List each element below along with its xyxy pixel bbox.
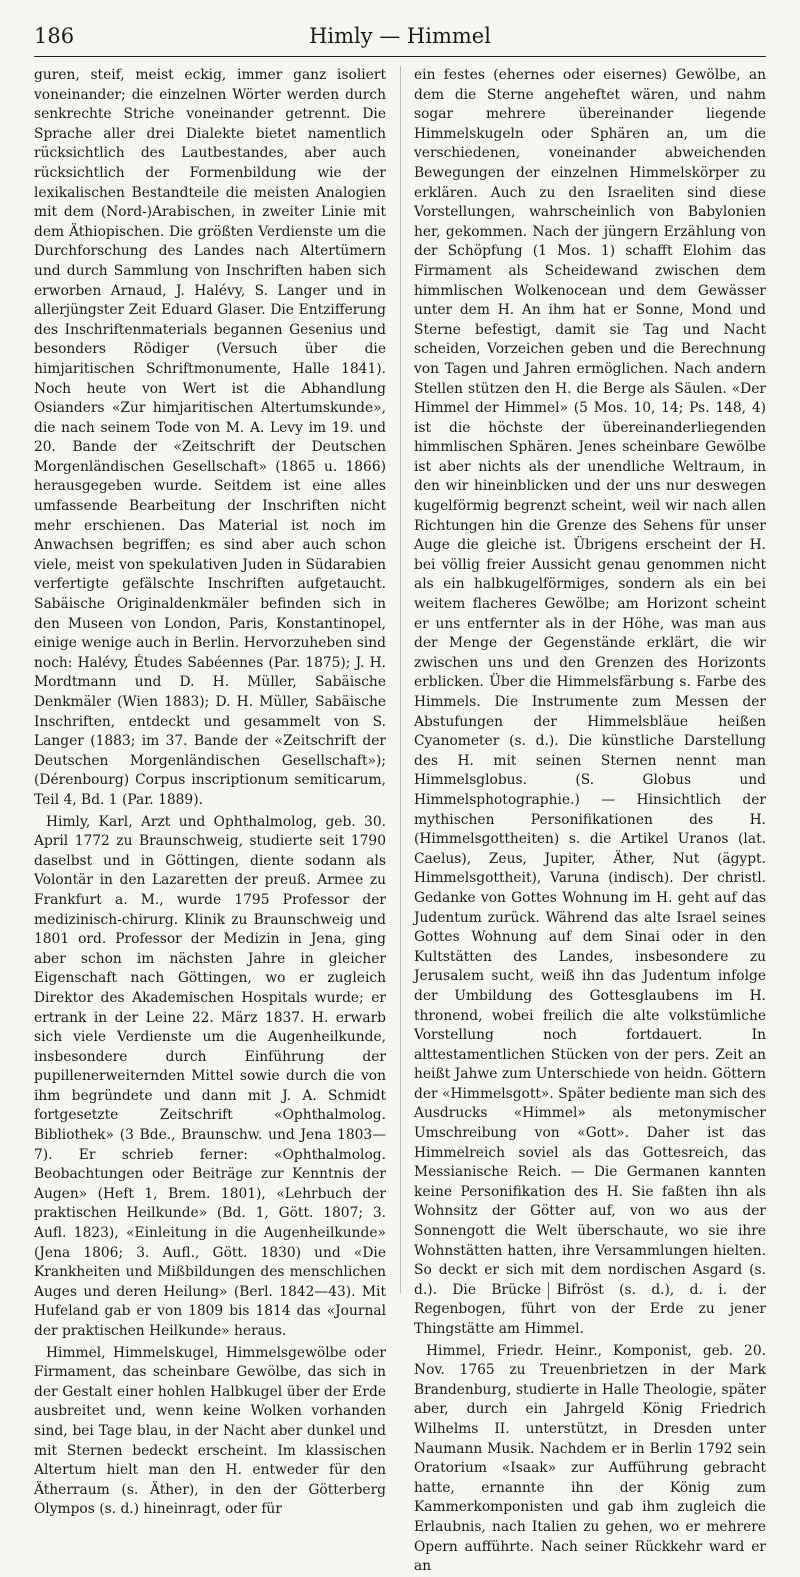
column-divider <box>400 66 401 1293</box>
bottom-margin-mark <box>548 1282 549 1300</box>
entry-himmel-friedrich: Himmel, Friedr. Heinr., Komponist, geb. 20. Nov. 1765 zu Treuenbrietzen in der Mark Brandenburg, studierte in Halle Theologie, später aber, durch ein Jahrgeld König Friedrich Wilhelms II. unterstützt, in Dresden unter Naumann Musik. Nachdem er in Berlin 1792 sein Oratorium «Isaak» zur Aufführung gebracht hatte, ernannte ihn der König zum Kammerkomponisten und gab ihm zugleich die Erlaubnis, nach Italien zu gehen, wo er mehrere Opern aufführte. Nach seiner Rückkehr ward er an <box>414 1342 766 1575</box>
entry-himmel-continued: ein festes (ehernes oder eisernes) Gewölbe, an dem die Sterne angeheftet wären, und nahm sogar mehrere übereinander liegende Himmelskugeln oder Sphären an, um die verschiedenen, voneinander abweichenden Bewegungen der einzelnen Himmelskörper zu erklären. Auch zu den Israeliten sind diese Vorstellungen, wahrscheinlich von Babylonien her, gekommen. Nach der jüngern Erzählung von der Schöpfung (1 Mos. 1) schafft Elohim das Firmament als Scheidewand zwischen dem himmlischen Wolkenocean und dem Gewässer unter dem H. An ihm hat er Sonne, Mond und Sterne befestigt, damit sie Tag und Nacht scheiden, Vorzeichen geben und die Berechnung von Tagen und Jahren ermöglichen. Nach andern Stellen stützen den H. die Berge als Säulen. «Der Himmel der Himmel» (5 Mos. 10, 14; Ps. 148, 4) ist die höchste der übereinanderliegenden himmlischen Sphären. Jenes scheinbare Gewölbe ist aber nichts als der unendliche Weltraum, in den wir hineinblicken und der uns nur deswegen kugelförmig begrenzt scheint, weil wir nach allen Richtungen hin die Grenze des Sehens für unser Auge die gleiche ist. Übrigens erscheint der H. bei völlig freier Aussicht genau genommen nicht als ein halbkugelförmiges, sondern als ein bei weitem flacheres Gewölbe; am Horizont scheint er uns entfernter als in der Höhe, was man aus der Menge der Gegenstände erklärt, die wir zwischen uns und den Grenzen des Horizonts erblicken. Über die Himmelsfärbung s. Farbe des Himmels. Die Instrumente zum Messen der Abstufungen der Himmelsbläue heißen Cyanometer (s. d.). Die künstliche Darstellung des H. mit seinen Sternen nennt man Himmelsglobus. (S. Globus und Himmelsphotographie.) — Hinsichtlich der mythischen Personifikationen des H. (Himmelsgottheiten) s. die Artikel Uranos (lat. Caelus), Zeus, Jupiter, Äther, Nut (ägypt. Himmelsgottheit), Varuna (indisch). Der christl. Gedanke von Gottes Wohnung im H. geht auf das Judentum zurück. Während das alte Israel seines Gottes Wohnung auf dem Sinai oder in den Kultstätten des Landes, insbesondere zu Jerusalem sucht, weiß ihn das Judentum infolge der Umbildung des Gottesglaubens im H. thronend, wobei freilich die alte volkstümliche Vorstellung noch fortdauert. In alttestamentlichen Stücken von der pers. Zeit an heißt Jahwe zum Unterschiede von heidn. Göttern der «Himmelsgott». Später bediente man sich des Ausdrucks «Himmel» als metonymischer Umschreibung von «Gott». Daher ist das Himmelreich soviel als das Gottesreich, das Messianische Reich. — Die Germanen kannten keine Personifikation des H. Sie faßten ihn als Wohnsitz der Götter auf, von wo aus der Sonnengott die Welt überschaute, wo sie ihre Wohnstätten hatten, ihre Versammlungen hielten. So deckt er sich mit dem nordischen Asgard (s. d.). Die Brücke Bifröst (s. d.), d. i. der Regenbogen, führt von der Erde zu jener Thingstätte am Himmel. <box>414 67 766 1337</box>
running-head: Himly — Himmel <box>309 24 491 48</box>
entry-himmel: Himmel, Himmelskugel, Himmelsgewölbe oder Firmament, das scheinbare Gewölbe, das sich in der Gestalt einer hohlen Halbkugel über der Erde ausbreitet und, wenn keine Wolken vorhanden sind, bei Tage blau, in der Nacht aber dunkel und mit Sternen bedeckt erscheint. Im klassischen Altertum hielt man den H. entweder für den Ätherraum (s. Äther), in den der Götterberg Olympos (s. d.) hineinragt, oder für <box>34 1344 386 1518</box>
right-column <box>414 66 766 1577</box>
entry-himjaritisch-continued: guren, steif, meist eckig, immer ganz isoliert voneinander; die einzelnen Wörter werden durch senkrechte Striche voneinander getrennt. Die Sprache aller drei Dialekte bietet namentlich rücksichtlich des Lautbestandes, aber auch rücksichtlich der Formenbildung wie der lexikalischen Bestandteile die meisten Analogien mit dem (Nord-)Arabischen, in zweiter Linie mit dem Äthiopischen. Die größten Verdienste um die Durchforschung des Landes nach Altertümern und durch Sammlung von Inschriften haben sich erworben Arnaud, J. Halévy, S. Langer und in allerjüngster Zeit Eduard Glaser. Die Entzifferung des Inschriftenmaterials begannen Gesenius und besonders Rödiger (Versuch über die himjaritischen Schriftmonumente, Halle 1841). Noch heute von Wert ist die Abhandlung Osianders «Zur himjaritischen Altertumskunde», die nach seinem Tode von M. A. Levy im 19. und 20. Bande der «Zeitschrift der Deutschen Morgenländischen Gesellschaft» (1865 u. 1866) herausgegeben wurde. Seitdem ist eine alles umfassende Bearbeitung der Inschriften nicht mehr erschienen. Das Material ist noch im Anwachsen begriffen; es sind aber auch schon viele, meist von spekulativen Juden in Südarabien verfertigte gefälschte Inschriften aufgetaucht. Sabäische Originaldenkmäler befinden sich in den Museen von London, Paris, Konstantinopel, einige wenige auch in Berlin. Hervorzuheben sind noch: Halévy, Études Sabéennes (Par. 1875); J. H. Mordtmann und D. H. Müller, Sabäische Denkmäler (Wien 1883); D. H. Müller, Sabäische Inschriften, entdeckt und gesammelt von S. Langer (1883; im 37. Bande der «Zeitschrift der Deutschen Morgenländischen Gesellschaft»); (Dérenbourg) Corpus inscriptionum semiticarum, Teil 4, Bd. 1 (Par. 1889). <box>34 67 386 808</box>
left-column <box>34 66 386 1577</box>
entry-himly: Himly, Karl, Arzt und Ophthalmolog, geb. 30. April 1772 zu Braunschweig, studierte seit 1790 daselbst und in Göttingen, diente sodann als Volontär in den Lazaretten der preuß. Armee zu Frankfurt a. M., wurde 1795 Professor der medizinisch-chirurg. Klinik zu Braunschweig und 1801 ord. Professor der Medizin in Jena, ging aber schon im nächsten Jahre in gleicher Eigenschaft nach Göttingen, wo er zugleich Direktor des Akademischen Hospitals wurde; er ertrank in der Leine 22. März 1837. H. erwarb sich viele Verdienste um die Augenheilkunde, insbesondere durch Einführung der pupillenerweiternden Mittel sowie durch die von ihm begründete und dann mit J. A. Schmidt fortgesetzte Zeitschrift «Ophthalmolog. Bibliothek» (3 Bde., Braunschw. und Jena 1803—7). Er schrieb ferner: «Ophthalmolog. Beobachtungen oder Beiträge zur Kenntnis der Augen» (Heft 1, Brem. 1801), «Lehrbuch der praktischen Heilkunde» (Bd. 1, Gött. 1807; 3. Aufl. 1823), «Einleitung in die Augenheilkunde» (Jena 1806; 3. Aufl., Gött. 1830) und «Die Krankheiten und Mißbildungen des menschlichen Auges und deren Heilung» (Berl. 1842—43). Mit Hufeland gab er von 1809 bis 1814 das «Journal der praktischen Heilkunde» heraus. <box>34 813 386 1339</box>
page-number: 186 <box>34 24 75 48</box>
page-header <box>34 22 766 57</box>
